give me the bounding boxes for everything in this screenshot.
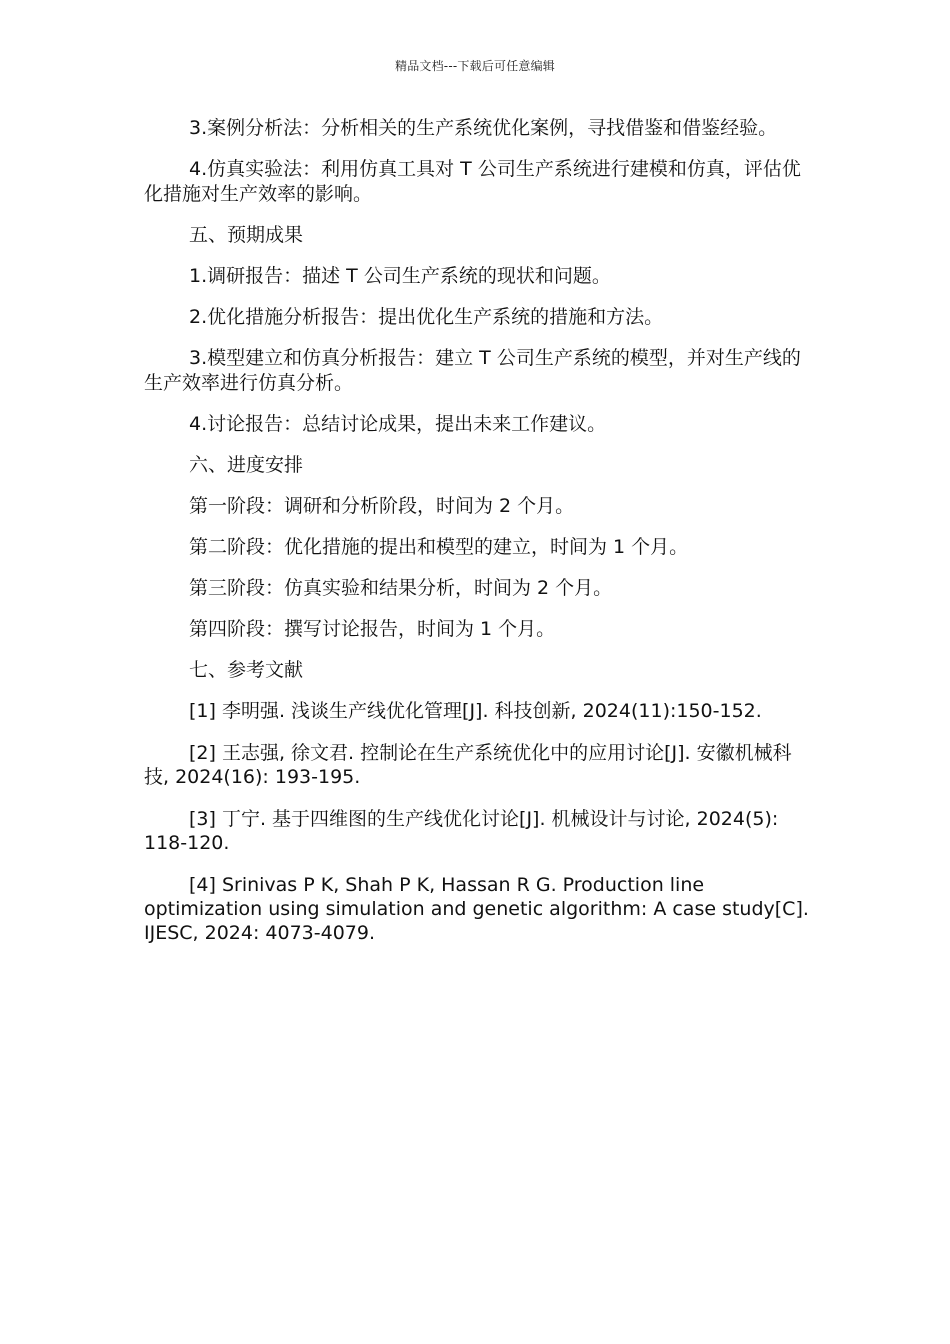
reference-item: [3] 丁宁. 基于四维图的生产线优化讨论[J]. 机械设计与讨论, 2024(5): 118-120.	[144, 808, 779, 854]
reference-item: [4] Srinivas P K, Shah P K, Hassan R G. Production line optimization using simulation and genetic algorithm: A case study[C]. IJESC, 2024: 4073-4079.	[144, 874, 809, 944]
paragraph-simulation-method: 4.仿真实验法：利用仿真工具对 T 公司生产系统进行建模和仿真，评估优化措施对生产效率的影响。	[144, 158, 801, 205]
schedule-stage-4: 第四阶段：撰写讨论报告，时间为 1 个月。	[189, 618, 556, 640]
paragraph-optimization-report: 2.优化措施分析报告：提出优化生产系统的措施和方法。	[189, 306, 664, 328]
reference-item: [2] 王志强, 徐文君. 控制论在生产系统优化中的应用讨论[J]. 安徽机械科技, 2024(16): 193-195.	[144, 742, 792, 788]
section-heading-expected-results: 五、预期成果	[189, 224, 304, 246]
schedule-stage-2: 第二阶段：优化措施的提出和模型的建立，时间为 1 个月。	[189, 536, 689, 558]
schedule-stage-3: 第三阶段：仿真实验和结果分析，时间为 2 个月。	[189, 577, 613, 599]
schedule-stage-1: 第一阶段：调研和分析阶段，时间为 2 个月。	[189, 495, 575, 517]
section-heading-references: 七、参考文献	[189, 659, 304, 681]
section-heading-schedule: 六、进度安排	[189, 454, 304, 476]
paragraph-survey-report: 1.调研报告：描述 T 公司生产系统的现状和问题。	[189, 265, 611, 287]
reference-item: [1] 李明强. 浅谈生产线优化管理[J]. 科技创新, 2024(11):150-152.	[189, 700, 762, 722]
paragraph-case-analysis: 3.案例分析法：分析相关的生产系统优化案例，寻找借鉴和借鉴经验。	[189, 117, 778, 139]
paragraph-discussion-report: 4.讨论报告：总结讨论成果，提出未来工作建议。	[189, 413, 607, 435]
page-header: 精品文档---下载后可任意编辑	[395, 59, 555, 73]
paragraph-model-report: 3.模型建立和仿真分析报告：建立 T 公司生产系统的模型，并对生产线的生产效率进行仿真分析。	[144, 347, 801, 394]
document-body	[144, 116, 809, 963]
